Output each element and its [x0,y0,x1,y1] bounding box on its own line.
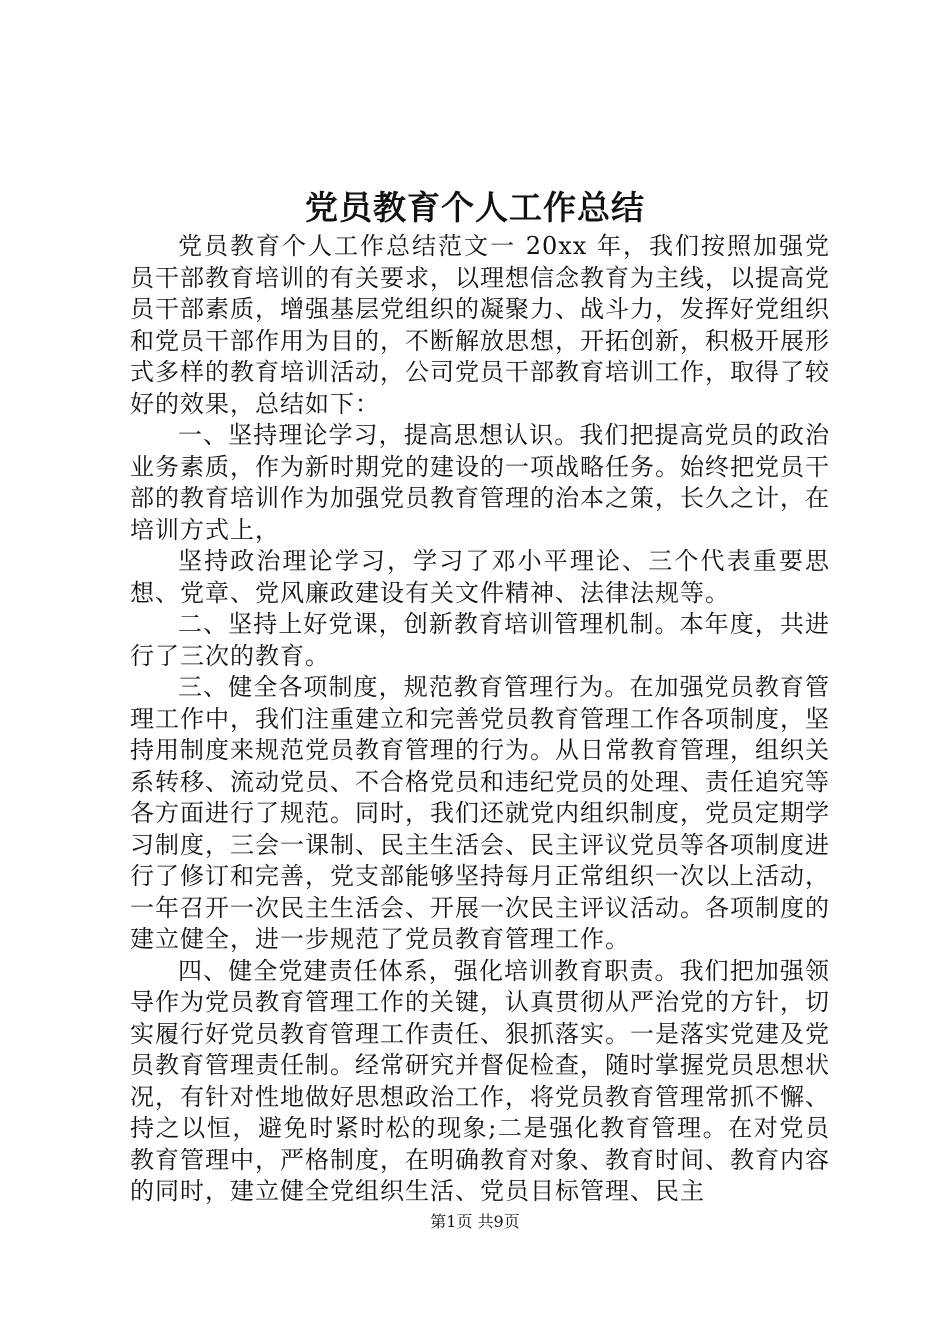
paragraph-section-1-cont: 坚持政治理论学习，学习了邓小平理论、三个代表重要思想、党章、党风廉政建设有关文件精神、法律法规等。 [130,547,830,607]
document-body [130,231,830,1208]
page-title: 党员教育个人工作总结 [305,188,645,227]
paragraph-section-1: 一、坚持理论学习，提高思想认识。我们把提高党员的政治业务素质，作为新时期党的建设的一项战略任务。始终把党员干部的教育培训作为加强党员教育管理的治本之策，长久之计，在培训方式上， [130,421,830,544]
paragraph-section-4: 四、健全党建责任体系，强化培训教育职责。我们把加强领导作为党员教育管理工作的关键，认真贯彻从严治党的方针，切实履行好党员教育管理工作责任、狠抓落实。一是落实党建及党员教育管理责任制。经常研究并督促检查，随时掌握党员思想状况，有针对性地做好思想政治工作，将党员教育管理常抓不懈、持之以恒，避免时紧时松的现象;二是强化教育管理。在对党员教育管理中，严格制度，在明确教育对象、教育时间、教育内容的同时，建立健全党组织生活、党员目标管理、民主 [130,956,830,1205]
paragraph-section-2: 二、坚持上好党课，创新教育培训管理机制。本年度，共进行了三次的教育。 [130,610,830,670]
page-number-footer: 第1页 共9页 [430,1212,520,1231]
paragraph-section-3: 三、健全各项制度，规范教育管理行为。在加强党员教育管理工作中，我们注重建立和完善党员教育管理工作各项制度，坚持用制度来规范党员教育管理的行为。从日常教育管理，组织关系转移、流动党员、不合格党员和违纪党员的处理、责任追究等各方面进行了规范。同时，我们还就党内组织制度，党员定期学习制度，三会一课制、民主生活会、民主评议党员等各项制度进行了修订和完善，党支部能够坚持每月正常组织一次以上活动，一年召开一次民主生活会、开展一次民主评议活动。各项制度的建立健全，进一步规范了党员教育管理工作。 [130,673,830,953]
paragraph-intro: 党员教育个人工作总结范文一 20xx 年，我们按照加强党员干部教育培训的有关要求，以理想信念教育为主线，以提高党员干部素质，增强基层党组织的凝聚力、战斗力，发挥好党组织和党员干部作用为目的，不断解放思想，开拓创新，积极开展形式多样的教育培训活动，公司党员干部教育培训工作，取得了较好的效果，总结如下： [130,232,830,418]
